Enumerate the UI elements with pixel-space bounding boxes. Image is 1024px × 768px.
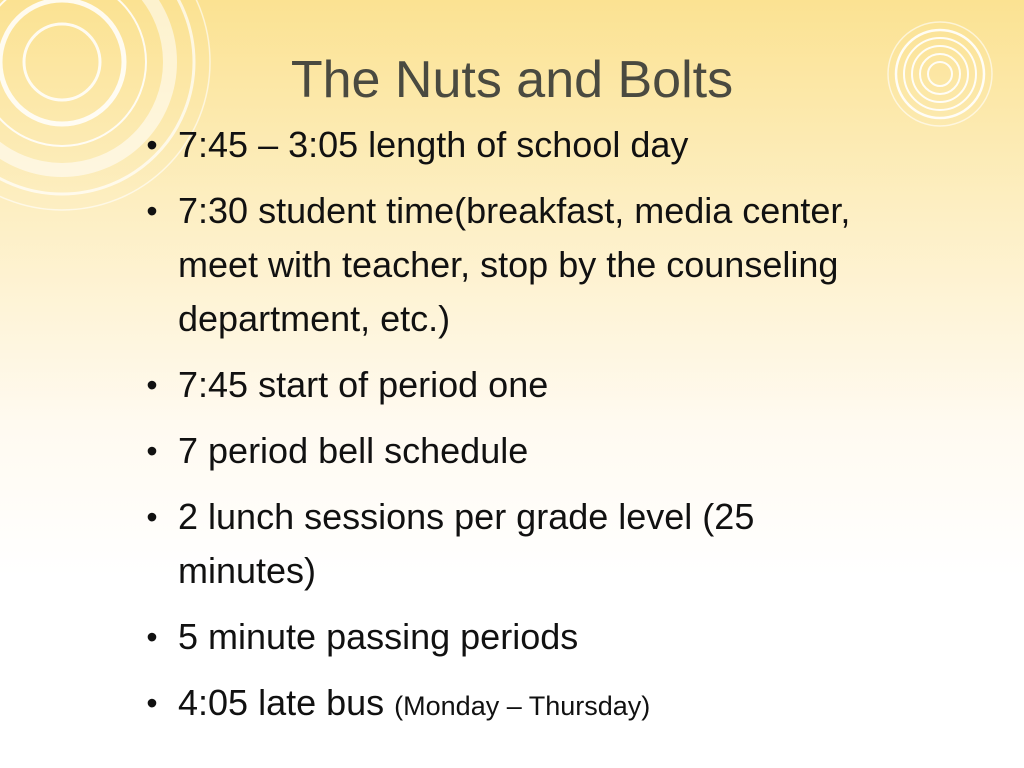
bullet-icon: • — [146, 193, 158, 229]
bullet-text: 7:45 – 3:05 length of school day — [178, 124, 689, 165]
bullet-text: 7 period bell schedule — [178, 430, 529, 471]
bullet-item — [140, 676, 900, 733]
bullet-text: 7:45 start of period one — [178, 364, 549, 405]
slide-title: The Nuts and Bolts — [290, 51, 734, 109]
bullet-icon: • — [146, 619, 158, 655]
bullet-icon: • — [146, 685, 158, 721]
bullet-text: 5 minute passing periods — [178, 616, 579, 657]
bullet-item — [140, 610, 900, 664]
bullet-item — [140, 490, 900, 598]
bullet-icon: • — [146, 499, 158, 535]
bullet-item — [140, 358, 900, 412]
bullet-text: 2 lunch sessions per grade level (25 minutes) — [178, 496, 755, 591]
bullet-text: 4:05 late bus — [178, 682, 395, 723]
bullet-icon: • — [146, 433, 158, 469]
bullet-item — [140, 424, 900, 478]
bullet-text: 7:30 student time(breakfast, media center, meet with teacher, stop by the counseling department, etc.) — [178, 190, 851, 339]
bullet-list — [140, 118, 900, 745]
bullet-icon: • — [146, 127, 158, 163]
bullet-note: (Monday – Thursday) — [394, 691, 651, 721]
bullet-item — [140, 184, 900, 346]
bullet-icon: • — [146, 367, 158, 403]
bullet-item — [140, 118, 900, 172]
